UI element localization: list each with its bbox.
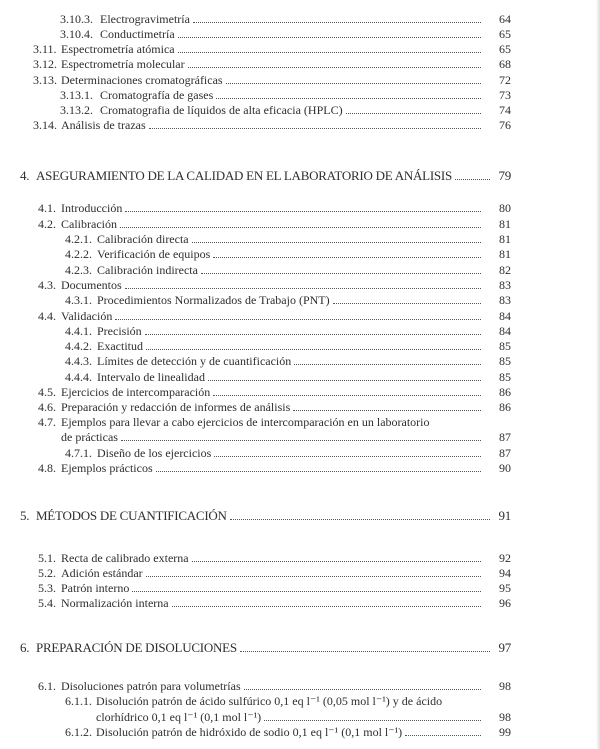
entry-number: 4.2.3.	[65, 263, 92, 277]
dot-leader	[264, 720, 481, 721]
page-number: 84	[499, 324, 511, 338]
dot-leader	[230, 519, 490, 520]
toc-chapter-entry	[0, 509, 600, 523]
page-number: 72	[499, 73, 511, 87]
toc-entry	[0, 263, 600, 277]
entry-number: 4.1.	[38, 201, 56, 215]
toc-entry	[0, 73, 600, 87]
toc-entry	[0, 415, 600, 444]
entry-number: 3.13.1.	[60, 88, 93, 102]
page-edge-shadow	[596, 0, 600, 749]
toc-entry	[0, 57, 600, 71]
entry-number: 4.4.1.	[65, 324, 92, 338]
toc-entry	[0, 12, 600, 26]
entry-number: 4.7.1.	[65, 446, 92, 460]
entry-number: 3.14.	[33, 118, 57, 132]
entry-title: Introducción	[61, 201, 123, 215]
page-number: 84	[499, 309, 511, 323]
entry-number: 5.4.	[38, 596, 56, 610]
dot-leader	[120, 227, 481, 228]
dot-leader	[193, 22, 481, 23]
entry-title: Calibración	[61, 217, 117, 231]
toc-entry	[0, 551, 600, 565]
entry-title: Límites de detección y de cuantificación	[97, 354, 292, 368]
page-number: 95	[499, 581, 511, 595]
entry-title: Cromatografia de líquidos de alta eficacia (HPLC)	[100, 103, 343, 117]
page-number: 92	[499, 551, 511, 565]
toc-entry	[0, 103, 600, 117]
dot-leader	[156, 471, 481, 472]
dot-leader	[172, 606, 481, 607]
dot-leader	[178, 52, 481, 53]
entry-number: 6.1.	[38, 679, 56, 693]
dot-leader	[192, 242, 481, 243]
dot-leader	[294, 364, 481, 365]
page-number: 85	[499, 354, 511, 368]
entry-title: Conductimetría	[100, 27, 175, 41]
entry-title: clorhídrico 0,1 eq l⁻¹ (0,1 mol l⁻¹)	[96, 710, 262, 724]
page-number: 98	[499, 679, 511, 693]
dot-leader	[333, 303, 481, 304]
page-number: 94	[499, 566, 511, 580]
entry-title: Disolución patrón de ácido sulfúrico 0,1 eq l⁻¹ (0,05 mol l⁻¹) y de ácido	[96, 694, 443, 708]
page-number: 87	[499, 446, 511, 460]
toc-entry	[0, 370, 600, 384]
entry-title: Verificación de equipos	[97, 247, 211, 261]
page-number: 79	[498, 168, 511, 183]
entry-number: 5.2.	[38, 566, 56, 580]
entry-number: 4.5.	[38, 385, 56, 399]
entry-number: 6.1.2.	[65, 725, 92, 739]
entry-number: 3.10.4.	[60, 27, 93, 41]
entry-title: Patrón interno	[61, 581, 130, 595]
entry-number: 4.7.	[38, 415, 56, 429]
entry-number: 3.12.	[33, 57, 57, 71]
entry-number: 3.13.	[33, 73, 57, 87]
page-number: 65	[499, 42, 511, 56]
page-number: 91	[498, 508, 511, 523]
dot-leader	[149, 128, 481, 129]
toc-chapter-entry	[0, 169, 600, 183]
toc-entry	[0, 118, 600, 132]
entry-title: Normalización interna	[61, 596, 169, 610]
entry-title: Precisión	[97, 324, 142, 338]
entry-title: Disolución patrón de hidróxido de sodio 0,1 eq l⁻¹ (0,1 mol l⁻¹)	[96, 725, 403, 739]
page-number: 87	[499, 430, 511, 444]
entry-title: de prácticas	[61, 430, 118, 444]
toc-chapter-entry	[0, 641, 600, 655]
page-number: 80	[499, 201, 511, 215]
entry-number: 4.4.	[38, 309, 56, 323]
entry-number: 4.2.1.	[65, 232, 92, 246]
entry-title: Procedimientos Normalizados de Trabajo (PNT)	[97, 293, 330, 307]
toc-entry	[0, 581, 600, 595]
toc-entry	[0, 42, 600, 56]
entry-number: 4.3.1.	[65, 293, 92, 307]
page-number: 83	[499, 278, 511, 292]
dot-leader	[346, 113, 481, 114]
toc-entry	[0, 278, 600, 292]
entry-title: Espectrometría atómica	[61, 42, 175, 56]
toc-entry	[0, 88, 600, 102]
entry-title: Validación	[61, 309, 113, 323]
page-number: 76	[499, 118, 511, 132]
dot-leader	[455, 179, 490, 180]
toc-entry	[0, 354, 600, 368]
toc-entry	[0, 446, 600, 460]
dot-leader	[192, 561, 481, 562]
entry-title: Calibración indirecta	[97, 263, 198, 277]
page-number: 68	[499, 57, 511, 71]
dot-leader	[178, 37, 481, 38]
dot-leader	[115, 319, 481, 320]
entry-title: Ejemplos para llevar a cabo ejercicios de intercomparación en un laboratorio	[61, 415, 430, 429]
entry-title: Recta de calibrado externa	[61, 551, 189, 565]
toc-entry	[0, 201, 600, 215]
entry-title: Calibración directa	[97, 232, 189, 246]
entry-title: Ejercicios de intercomparación	[61, 385, 211, 399]
toc-entry	[0, 400, 600, 414]
toc-entry	[0, 309, 600, 323]
toc-entry	[0, 247, 600, 261]
dot-leader	[125, 211, 481, 212]
page-number: 90	[499, 461, 511, 475]
entry-title: Análisis de trazas	[61, 118, 146, 132]
entry-title: ASEGURAMIENTO DE LA CALIDAD EN EL LABORATORIO DE ANÁLISIS	[36, 168, 452, 183]
entry-title: Documentos	[61, 278, 122, 292]
toc-entry	[0, 725, 600, 739]
page-number: 81	[499, 232, 511, 246]
page-number: 97	[498, 640, 511, 655]
page-number: 81	[499, 217, 511, 231]
entry-number: 5.	[20, 508, 30, 523]
entry-number: 4.2.	[38, 217, 56, 231]
dot-leader	[125, 288, 481, 289]
entry-title: Determinaciones cromatográficas	[61, 73, 223, 87]
page-number: 82	[499, 263, 511, 277]
entry-number: 3.11.	[33, 42, 57, 56]
dot-leader	[216, 98, 481, 99]
entry-title: Espectrometría molecular	[61, 57, 185, 71]
entry-number: 5.3.	[38, 581, 56, 595]
dot-leader	[121, 440, 481, 441]
entry-number: 4.6.	[38, 400, 56, 414]
toc-entry	[0, 339, 600, 353]
dot-leader	[214, 456, 481, 457]
entry-title: Diseño de los ejercicios	[97, 446, 212, 460]
page-number: 85	[499, 370, 511, 384]
dot-leader	[213, 257, 481, 258]
toc-entry	[0, 217, 600, 231]
dot-leader	[240, 651, 490, 652]
entry-title: Disoluciones patrón para volumetrías	[61, 679, 241, 693]
page-number: 83	[499, 293, 511, 307]
entry-title: PREPARACIÓN DE DISOLUCIONES	[36, 640, 237, 655]
entry-number: 6.1.1.	[65, 694, 92, 708]
dot-leader	[226, 83, 481, 84]
page-number: 99	[499, 725, 511, 739]
entry-number: 4.3.	[38, 278, 56, 292]
toc-entry	[0, 461, 600, 475]
entry-title: Adición estándar	[61, 566, 143, 580]
entry-number: 4.2.2.	[65, 247, 92, 261]
entry-number: 3.13.2.	[60, 103, 93, 117]
page-number: 98	[499, 710, 511, 724]
entry-number: 5.1.	[38, 551, 56, 565]
page-number: 96	[499, 596, 511, 610]
page-number: 74	[499, 103, 511, 117]
entry-number: 4.	[20, 168, 30, 183]
entry-title: Intervalo de linealidad	[97, 370, 205, 384]
toc-entry	[0, 324, 600, 338]
entry-title: Electrogravimetría	[100, 12, 190, 26]
page-number: 86	[499, 385, 511, 399]
dot-leader	[244, 689, 481, 690]
entry-number: 3.10.3.	[60, 12, 93, 26]
toc-entry	[0, 596, 600, 610]
entry-title: MÉTODOS DE CUANTIFICACIÓN	[36, 508, 227, 523]
dot-leader	[146, 349, 481, 350]
dot-leader	[213, 395, 481, 396]
entry-number: 4.4.3.	[65, 354, 92, 368]
dot-leader	[208, 380, 481, 381]
dot-leader	[201, 273, 481, 274]
page-number: 64	[499, 12, 511, 26]
entry-title: Ejemplos prácticos	[61, 461, 153, 475]
toc-entry	[0, 293, 600, 307]
page-number: 73	[499, 88, 511, 102]
page-number: 86	[499, 400, 511, 414]
toc-entry	[0, 27, 600, 41]
page-number: 85	[499, 339, 511, 353]
entry-number: 4.4.2.	[65, 339, 92, 353]
dot-leader	[188, 67, 481, 68]
toc-entry	[0, 694, 600, 724]
dot-leader	[132, 591, 481, 592]
entry-number: 6.	[20, 640, 30, 655]
dot-leader	[405, 735, 481, 736]
entry-number: 4.8.	[38, 461, 56, 475]
dot-leader	[145, 334, 481, 335]
toc-entry	[0, 232, 600, 246]
entry-title: Exactitud	[97, 339, 143, 353]
dot-leader	[146, 576, 481, 577]
page-number: 81	[499, 247, 511, 261]
toc-entry	[0, 679, 600, 693]
entry-title: Preparación y redacción de informes de análisis	[61, 400, 291, 414]
toc-entry	[0, 385, 600, 399]
dot-leader	[293, 410, 481, 411]
toc-entry	[0, 566, 600, 580]
page-number: 65	[499, 27, 511, 41]
entry-number: 4.4.4.	[65, 370, 92, 384]
entry-title: Cromatografía de gases	[100, 88, 214, 102]
